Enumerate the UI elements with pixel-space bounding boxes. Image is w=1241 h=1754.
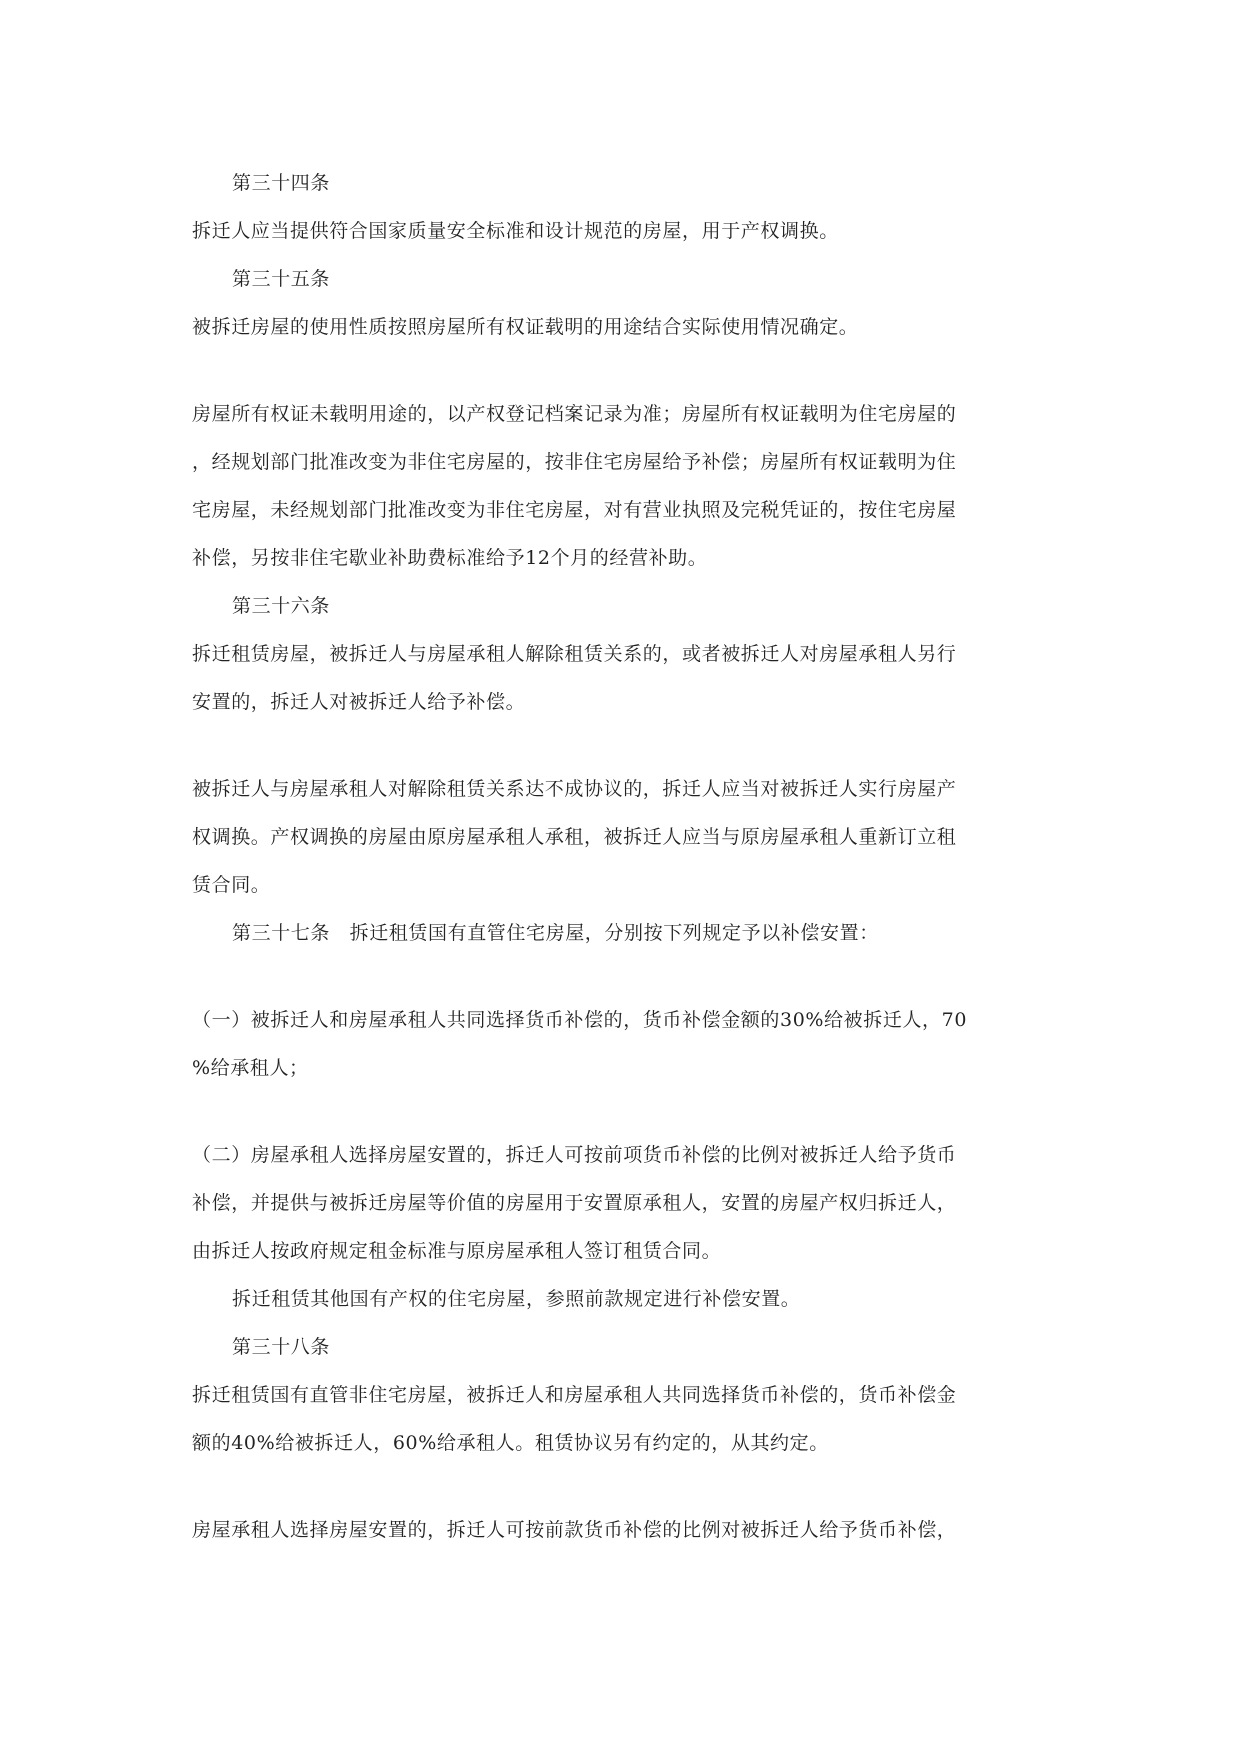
paragraph-line: 房屋承租人选择房屋安置的，拆迁人可按前款货币补偿的比例对被拆迁人给予货币补偿， bbox=[192, 1519, 957, 1541]
paragraph-line: 赁合同。 bbox=[192, 874, 271, 896]
article-35-text: 被拆迁房屋的使用性质按照房屋所有权证载明的用途结合实际使用情况确定。 bbox=[192, 316, 859, 338]
article-38-heading: 第三十八条 bbox=[232, 1336, 331, 1358]
article-37-heading: 第三十七条 拆迁租赁国有直管住宅房屋，分别按下列规定予以补偿安置： bbox=[232, 922, 879, 944]
paragraph-line: 权调换。产权调换的房屋由原房屋承租人承租，被拆迁人应当与原房屋承租人重新订立租 bbox=[192, 826, 957, 848]
paragraph-line: %给承租人； bbox=[192, 1057, 309, 1079]
paragraph-line: 房屋所有权证未载明用途的，以产权登记档案记录为准；房屋所有权证载明为住宅房屋的 bbox=[192, 403, 957, 425]
paragraph-line: 由拆迁人按政府规定租金标准与原房屋承租人签订租赁合同。 bbox=[192, 1240, 722, 1262]
article-36-heading: 第三十六条 bbox=[232, 595, 331, 617]
article-34-text: 拆迁人应当提供符合国家质量安全标准和设计规范的房屋，用于产权调换。 bbox=[192, 220, 839, 242]
paragraph-line: 被拆迁人与房屋承租人对解除租赁关系达不成协议的，拆迁人应当对被拆迁人实行房屋产 bbox=[192, 778, 957, 800]
paragraph-line: （二）房屋承租人选择房屋安置的，拆迁人可按前项货币补偿的比例对被拆迁人给予货币 bbox=[192, 1144, 957, 1166]
paragraph-line: 额的40%给被拆迁人，60%给承租人。租赁协议另有约定的，从其约定。 bbox=[192, 1432, 829, 1454]
paragraph-line: ，经规划部门批准改变为非住宅房屋的，按非住宅房屋给予补偿；房屋所有权证载明为住 bbox=[192, 451, 957, 473]
paragraph-line: 安置的，拆迁人对被拆迁人给予补偿。 bbox=[192, 691, 526, 713]
article-34-heading: 第三十四条 bbox=[232, 172, 331, 194]
paragraph-line: 拆迁租赁国有直管非住宅房屋，被拆迁人和房屋承租人共同选择货币补偿的，货币补偿金 bbox=[192, 1384, 957, 1406]
paragraph-line: 补偿，并提供与被拆迁房屋等价值的房屋用于安置原承租人，安置的房屋产权归拆迁人， bbox=[192, 1192, 957, 1214]
paragraph-line: （一）被拆迁人和房屋承租人共同选择货币补偿的，货币补偿金额的30%给被拆迁人，70 bbox=[192, 1009, 968, 1031]
paragraph-line: 宅房屋，未经规划部门批准改变为非住宅房屋，对有营业执照及完税凭证的，按住宅房屋 bbox=[192, 499, 957, 521]
paragraph-line: 补偿，另按非住宅歇业补助费标准给予12个月的经营补助。 bbox=[192, 547, 708, 569]
paragraph-line: 拆迁租赁其他国有产权的住宅房屋，参照前款规定进行补偿安置。 bbox=[232, 1288, 801, 1310]
article-35-heading: 第三十五条 bbox=[232, 268, 331, 290]
paragraph-line: 拆迁租赁房屋，被拆迁人与房屋承租人解除租赁关系的，或者被拆迁人对房屋承租人另行 bbox=[192, 643, 957, 665]
